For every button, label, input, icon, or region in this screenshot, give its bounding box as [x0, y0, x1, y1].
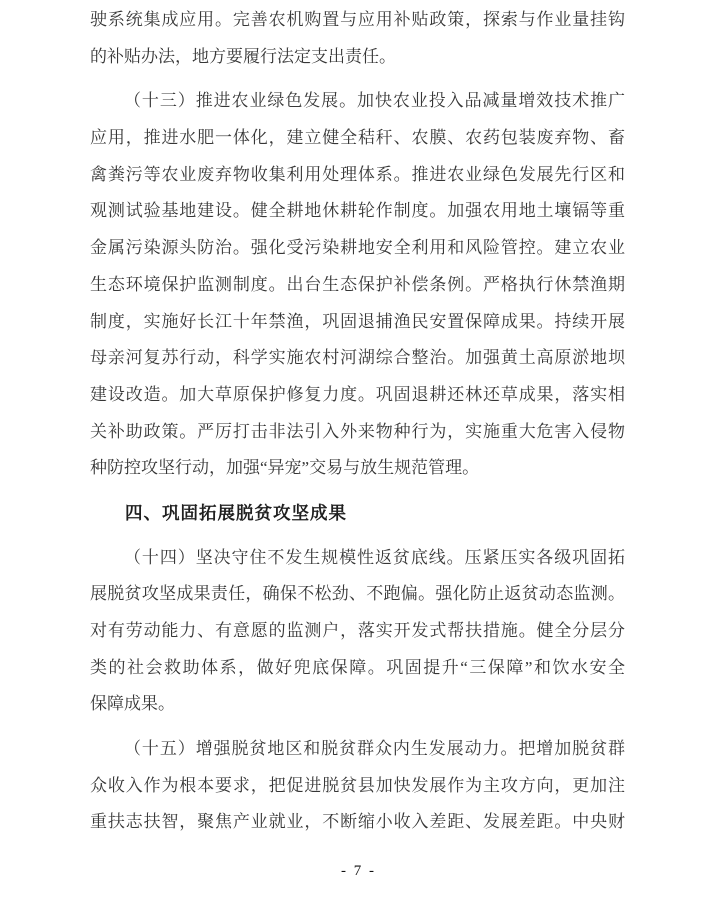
paragraph — [90, 540, 625, 723]
text-line: （十三）推进农业绿色发展。加快农业投入品减量增效技术推广 — [124, 91, 625, 111]
text-line: （十五）增强脱贫地区和脱贫群众内生发展动力。把增加脱贫群 — [124, 739, 625, 759]
page-footer — [0, 863, 717, 880]
text-line: 禽粪污等农业废弃物收集利用处理体系。推进农业绿色发展先行区和 — [90, 164, 625, 184]
page-number: - 7 - — [341, 863, 376, 879]
paragraph — [90, 731, 625, 841]
text-line: 建设改造。加大草原保护修复力度。巩固退耕还林还草成果，落实相 — [90, 384, 625, 404]
paragraph — [90, 2, 625, 75]
text-line: 众收入作为根本要求，把促进脱贫县加快发展作为主攻方向，更加注 — [90, 775, 625, 795]
section-heading — [90, 495, 625, 532]
text-line: 应用，推进水肥一体化，建立健全秸秆、农膜、农药包装废弃物、畜 — [90, 128, 625, 148]
text-line: 保障成果。 — [90, 694, 175, 714]
text-line: 驶系统集成应用。完善农机购置与应用补贴政策，探索与作业量挂钩 — [90, 10, 625, 29]
text-line: 四、巩固拓展脱贫攻坚成果 — [125, 502, 347, 523]
text-line: 制度，实施好长江十年禁渔，巩固退捕渔民安置保障成果。持续开展 — [90, 311, 625, 331]
text-line: 类的社会救助体系，做好兜底保障。巩固提升“三保障”和饮水安全 — [90, 657, 625, 677]
paragraph — [90, 83, 625, 487]
text-line: （十四）坚决守住不发生规模性返贫底线。压紧压实各级巩固拓 — [124, 547, 625, 567]
text-line: 种防控攻坚行动，加强“异宠”交易与放生规范管理。 — [90, 458, 480, 478]
text-line: 的补贴办法，地方要履行法定支出责任。 — [90, 46, 396, 66]
text-line: 观测试验基地建设。健全耕地休耕轮作制度。加强农用地土壤镉等重 — [90, 201, 625, 221]
text-line: 生态环境保护监测制度。出台生态保护补偿条例。严格执行休禁渔期 — [90, 274, 625, 294]
text-line: 展脱贫攻坚成果责任，确保不松劲、不跑偏。强化防止返贫动态监测。 — [90, 584, 625, 604]
text-line: 对有劳动能力、有意愿的监测户，落实开发式帮扶措施。健全分层分 — [90, 621, 625, 640]
text-line: 重扶志扶智，聚焦产业就业，不断缩小收入差距、发展差距。中央财 — [90, 812, 625, 832]
document-body — [90, 2, 625, 841]
text-line: 金属污染源头防治。强化受污染耕地安全利用和风险管控。建立农业 — [90, 238, 625, 258]
text-line: 关补助政策。严厉打击非法引入外来物种行为，实施重大危害入侵物 — [90, 421, 625, 441]
text-line: 母亲河复苏行动，科学实施农村河湖综合整治。加强黄土高原淤地坝 — [90, 348, 625, 368]
